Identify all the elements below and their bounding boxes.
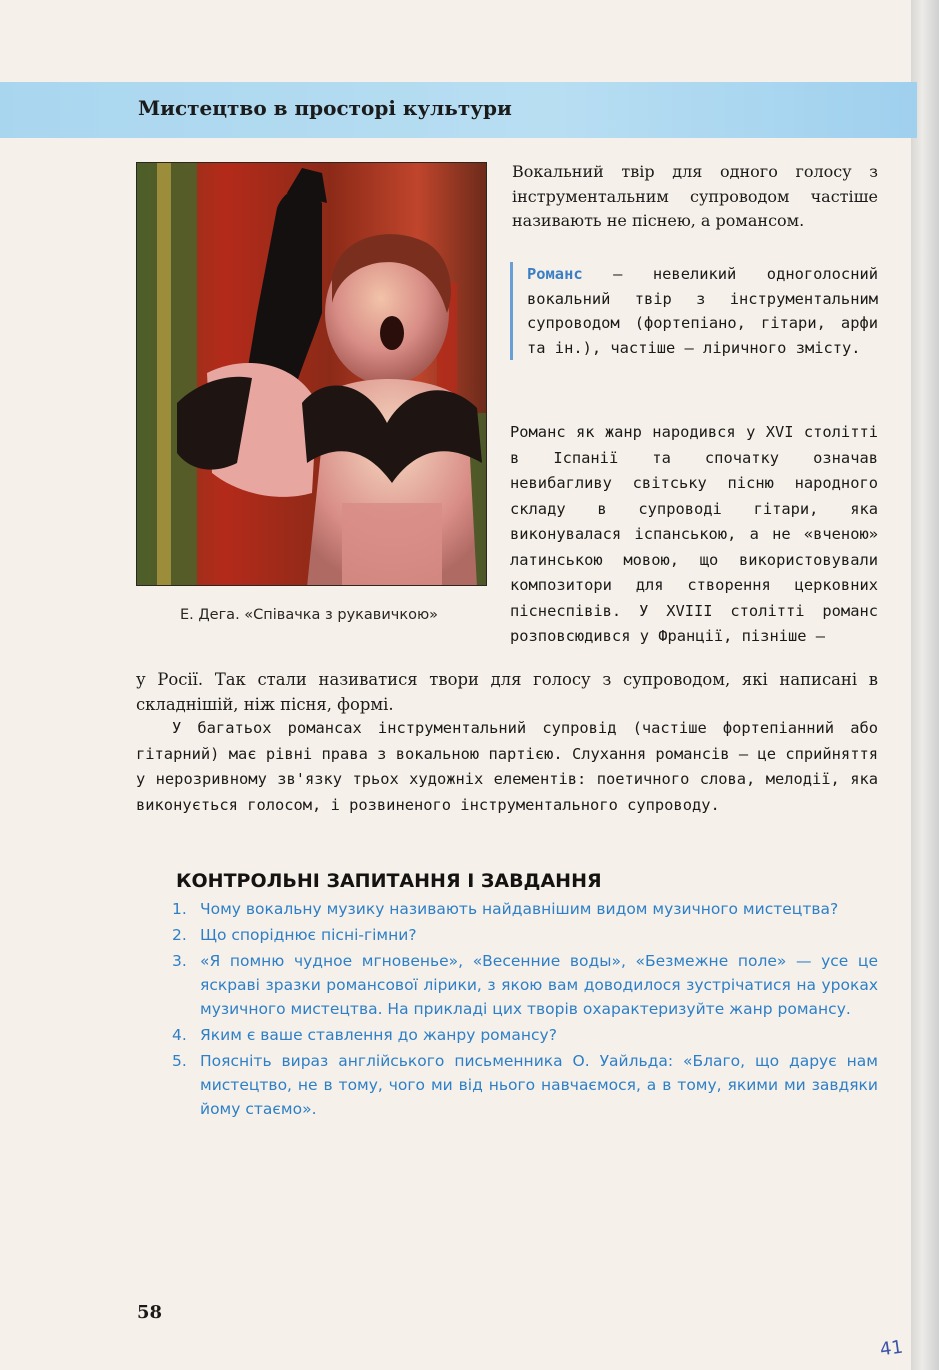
painting-caption: Е. Дега. «Співачка з рукавичкою» [179,607,439,623]
question-number: 5. [172,1052,187,1070]
question-item [172,949,878,1021]
question-number: 4. [172,1026,187,1044]
question-item [172,1023,878,1047]
painting-open-mouth [380,316,404,350]
question-number: 2. [172,926,187,944]
definition-term: Романс [527,265,583,283]
page-edge [911,0,939,1370]
question-item [172,1049,878,1121]
question-text: Що споріднює пісні-гімни? [200,926,417,944]
question-item [172,923,878,947]
section-title: Мистецтво в просторі культури [138,96,512,120]
handwritten-mark: 41 [878,1336,905,1361]
painting-yellow-stripe [157,163,171,586]
question-item [172,897,878,921]
painting-singer-with-glove [136,162,487,586]
accompaniment-paragraph: У багатьох романсах інструментальний супровід (частіше фортепіанний або гітарний) має рівні права з вокальною партією. Слухання романсів — це сприйняття у нерозривному зв'язку трьох художніх елементів: поетичного слова, мелодії, яка виконується голосом, і розвиненого інструментального супроводу. [136,719,878,814]
history-paragraph: Романс як жанр народився у XVI столітті в Іспанії та спочатку означав невибагливу світську пісню народного складу в супроводі гітари, яка виконувалася іспанською, а не «вченою» латинською мовою, що використовували композитори для створення церковних піснеспівів. У XVIII столітті романс розповсюдився у Франції, пізніше — [510,423,878,645]
intro-paragraph: Вокальний твір для одного голосу з інструментальним супроводом частіше називають не піснею, а романсом. [512,162,878,230]
page-number: 58 [137,1302,163,1323]
question-number: 1. [172,900,187,918]
question-text: Поясніть вираз англійського письменника О. Уайльда: «Благо, що дарує нам мистецтво, не в тому, чого ми від нього навчаємося, а в тому, якими ми завдяки йому стаємо». [200,1052,878,1118]
question-text: «Я помню чудное мгновенье», «Весенние воды», «Безмежне поле» — усе це яскраві зразки романсової лірики, з якою вам доводилося зустрічатися на уроках музичного мистецтва. На прикладі цих творів охарактеризуйте жанр романсу. [200,952,878,1018]
history-paragraph-continued: у Росії. Так стали називатися твори для голосу з супроводом, які написані в складнішій, ніж пісня, формі. [136,670,878,714]
question-text: Яким є ваше ставлення до жанру романсу? [200,1026,557,1044]
romance-definition [510,262,878,360]
questions-list [172,897,878,1123]
question-number: 3. [172,952,187,970]
painting-bodice [342,503,442,586]
question-text: Чому вокальну музику називають найдавнішим видом музичного мистецтва? [200,900,839,918]
definition-text: — невеликий одноголосний вокальний твір з інструментальним супроводом (фортепіано, гітари, арфи та ін.), частіше — ліричного змісту. [527,265,878,357]
questions-heading: КОНТРОЛЬНІ ЗАПИТАННЯ І ЗАВДАННЯ [176,870,602,892]
